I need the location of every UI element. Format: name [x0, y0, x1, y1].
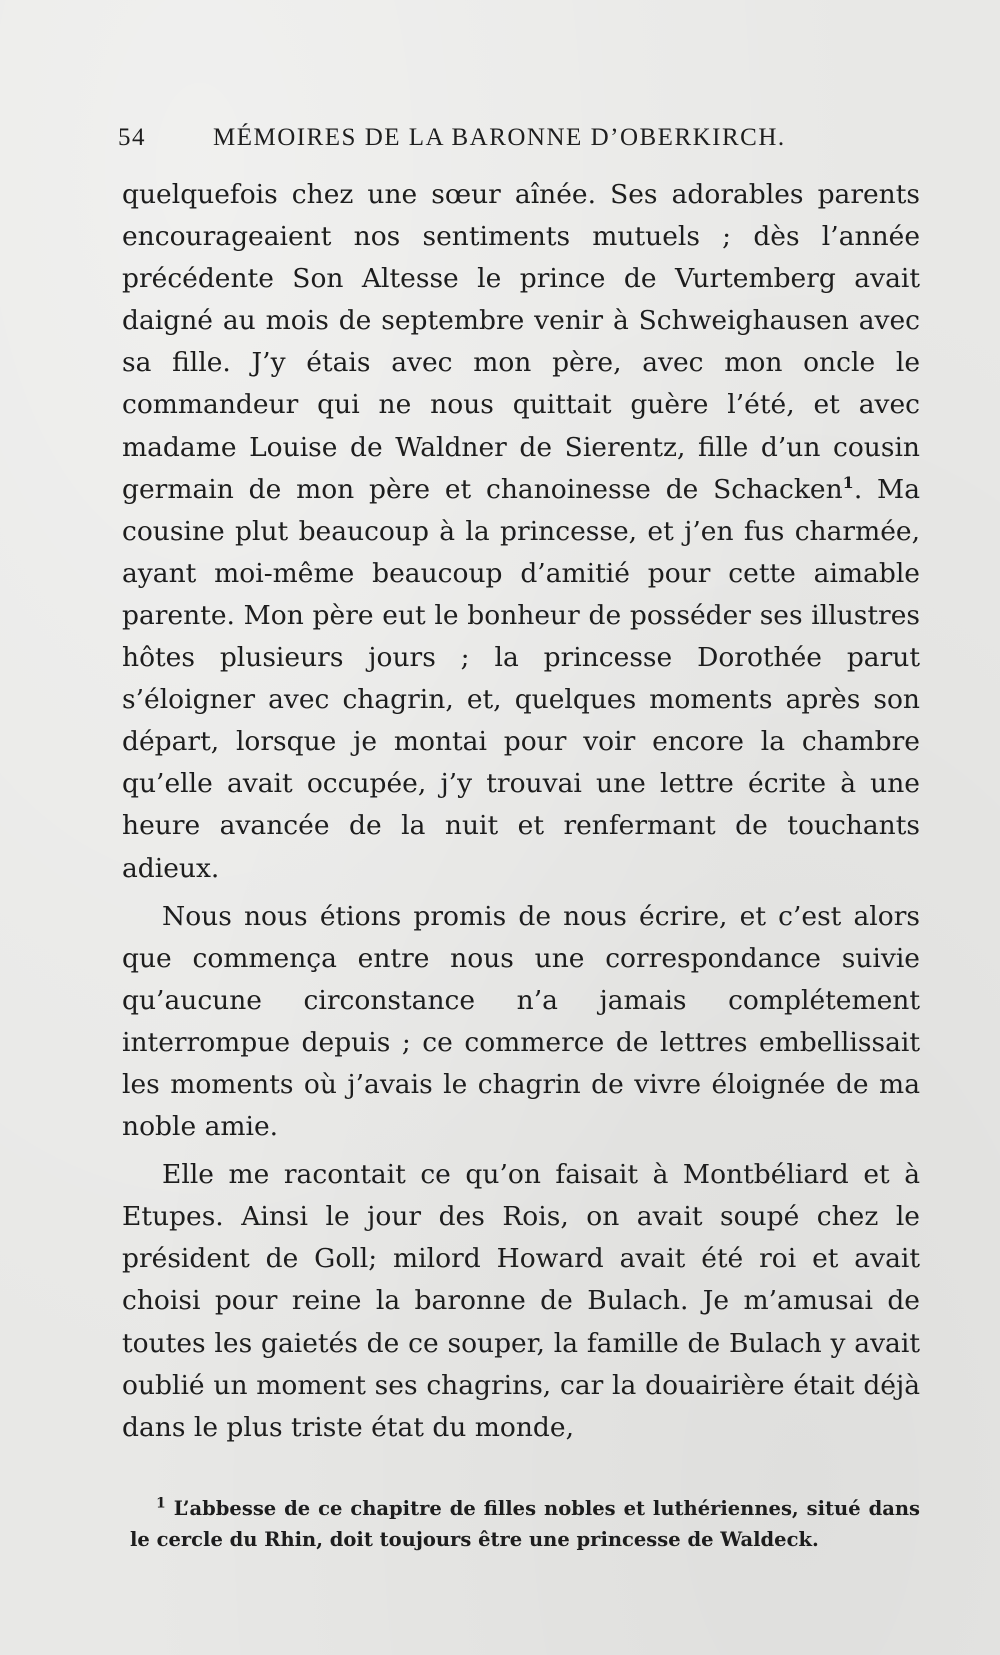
- page-number: 54: [118, 124, 146, 151]
- paragraph-1-text-b: . Ma cousine plut beaucoup à la princesse, et j’en fus charmée, ayant moi-même beaucoup d’amitié pour cette aimable parente. Mon père eut le bonheur de posséder ses illustres hôtes plusieurs jours ; la princesse Dorothée parut s’éloigner avec chagrin, et, quelques moments après son départ, lorsque je montai pour voir encore la chambre qu’elle avait occupée, j’y trouvai une lettre écrite à une heure avancée de la nuit et renfermant de touchants adieux.: [122, 473, 920, 884]
- footnote-mark: 1: [156, 1495, 166, 1512]
- footnote-text: L’abbesse de ce chapitre de filles nobles et luthériennes, situé dans le cercle du Rhin, doit toujours être une princesse de Waldeck.: [130, 1497, 921, 1551]
- footnote: [130, 1493, 920, 1555]
- paragraph-3: Elle me racontait ce qu’on faisait à Montbéliard et à Etupes. Ainsi le jour des Rois, on avait soupé chez le président de Goll; milord Howard avait été roi et avait choisi pour reine la baronne de Bulach. Je m’amusai de toutes les gaietés de ce souper, la famille de Bulach y avait oublié un moment ses chagrins, car la douairière était déjà dans le plus triste état du monde,: [122, 1159, 920, 1443]
- paragraph-1-text-a: quelquefois chez une sœur aînée. Ses adorables parents encourageaient nos sentiments mutuels ; dès l’année précédente Son Altesse le prince de Vurtemberg avait daigné au mois de septembre venir à Schweighausen avec sa fille. J’y étais avec mon père, avec mon oncle le commandeur qui ne nous quittait guère l’été, et avec madame Louise de Waldner de Sierentz, fille d’un cousin germain de mon père et chanoinesse de Schacken: [122, 179, 920, 505]
- body-text: [122, 174, 920, 1449]
- running-head: [118, 124, 918, 164]
- paragraph-2: Nous nous étions promis de nous écrire, et c’est alors que commença entre nous une correspondance suivie qu’aucune circonstance n’a jamais complétement interrompue depuis ; ce commerce de lettres embellissait les moments où j’avais le chagrin de vivre éloignée de ma noble amie.: [122, 900, 920, 1143]
- running-title: MÉMOIRES DE LA BARONNE D’OBERKIRCH.: [213, 124, 786, 151]
- footnote-reference: 1: [842, 472, 854, 492]
- paragraph-1: [122, 174, 920, 890]
